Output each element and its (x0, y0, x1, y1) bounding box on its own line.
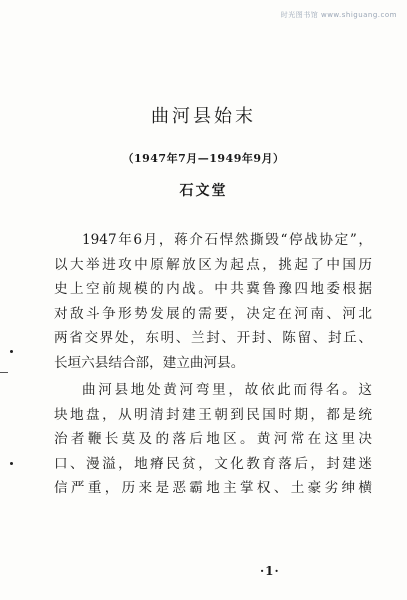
text-line: 1947年6月，蒋介石悍然撕毁“停战协定”， (82, 232, 372, 248)
author-name: 石文堂 (179, 183, 228, 199)
document-title: 曲河县始末 (151, 106, 256, 127)
paragraph-1 (54, 228, 372, 375)
paragraph-2 (54, 378, 372, 501)
text-line: 以大举进攻中原解放区为起点，挑起了中国历 (54, 256, 372, 273)
text-line: 对敌斗争形势发展的需要，决定在河南、河北 (54, 305, 372, 322)
text-line: 口、漫溢，地瘠民贫，文化教育落后，封建迷 (54, 455, 372, 472)
page-number: ·1· (260, 564, 280, 578)
body-text (54, 228, 372, 501)
text-line: 长垣六县结合部，建立曲河县。 (54, 354, 245, 371)
text-line: 两省交界处，东明、兰封、开封、陈留、封丘、 (54, 330, 372, 346)
text-line: 治者鞭长莫及的落后地区。黄河常在这里决 (54, 431, 372, 447)
edge-tick (0, 372, 8, 373)
text-line: 信严重，历来是恶霸地主掌权、土豪劣绅横 (54, 480, 372, 496)
watermark: 时光图书馆 www.shiguang.com (280, 11, 397, 19)
date-range: （1947年7月—1949年9月） (122, 152, 285, 165)
edge-mark (10, 462, 13, 465)
edge-mark (10, 350, 13, 353)
text-line: 曲河县地处黄河弯里，故依此而得名。这 (82, 382, 372, 398)
text-line: 史上空前规模的内战。中共冀鲁豫四地委根据 (54, 281, 372, 297)
text-line: 块地盘，从明清封建王朝到民国时期，都是统 (54, 406, 372, 423)
